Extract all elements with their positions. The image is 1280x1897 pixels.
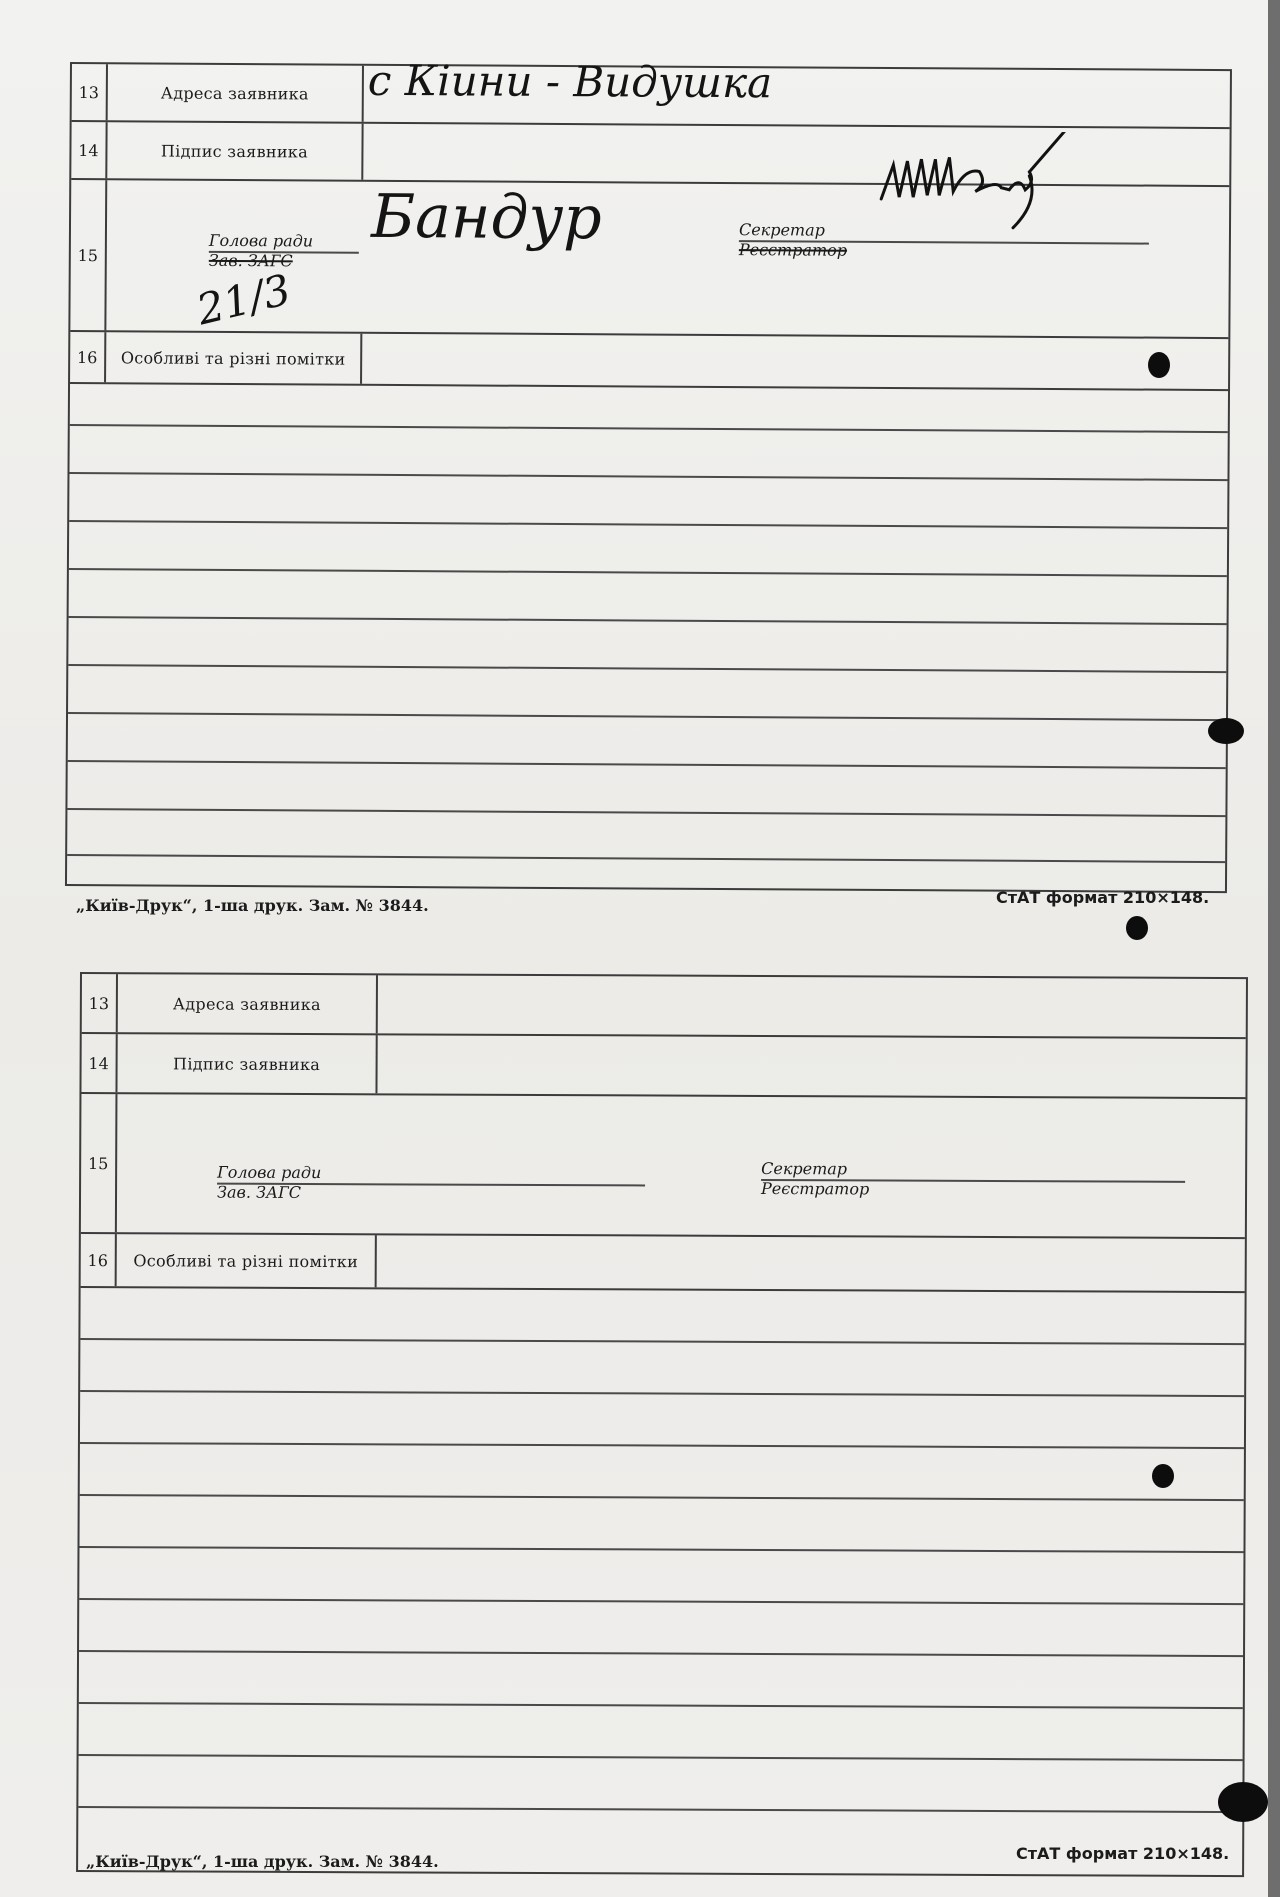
ruled-line	[78, 1806, 1242, 1813]
chairman-label: Голова ради	[217, 1162, 322, 1183]
ruled-line	[79, 1702, 1243, 1709]
punch-hole	[1148, 352, 1170, 378]
row-16-remarks	[70, 332, 1228, 391]
secretary-label: Секретар	[761, 1158, 848, 1179]
ruled-line	[69, 616, 1227, 625]
ruled-line	[79, 1598, 1243, 1605]
ruled-line	[68, 760, 1226, 769]
ruled-line	[68, 664, 1226, 673]
ruled-line	[69, 568, 1227, 577]
ruled-line	[80, 1390, 1244, 1397]
ruled-line	[80, 1338, 1244, 1345]
page-edge-shadow	[1268, 0, 1280, 1897]
ruled-line	[67, 854, 1225, 863]
bottom-printer-imprint: „Київ-Друк“, 1-ша друк. Зам. № 3844.	[86, 1852, 439, 1871]
punch-hole	[1152, 1464, 1174, 1488]
ruled-line	[80, 1494, 1244, 1501]
remarks-label: Особливі та різні помітки	[106, 332, 362, 384]
ruled-line	[69, 520, 1227, 529]
ruled-line	[79, 1546, 1243, 1553]
row-number: 13	[72, 64, 108, 120]
row-14-signature	[81, 1034, 1245, 1099]
punch-hole	[1208, 718, 1244, 744]
handwritten-number: 21/3	[192, 264, 296, 335]
ruled-line	[70, 424, 1228, 433]
row-13-address	[82, 974, 1246, 1039]
registry-head-label: Зав. ЗАГС	[216, 1182, 302, 1202]
punch-hole	[1218, 1782, 1268, 1822]
row-number: 14	[71, 122, 107, 178]
top-format-note: СтАТ формат 210×148.	[996, 888, 1210, 907]
punch-hole	[1126, 916, 1148, 940]
ruled-line	[68, 712, 1226, 721]
row-number: 15	[81, 1094, 118, 1232]
ruled-line	[80, 1442, 1244, 1449]
row-number: 15	[70, 180, 107, 330]
registrar-label: Реєстратор	[738, 240, 848, 260]
ruled-line	[79, 1754, 1243, 1761]
address-label: Адреса заявника	[108, 64, 364, 122]
bottom-format-note: СтАТ формат 210×148.	[1016, 1844, 1230, 1863]
row-number: 16	[70, 332, 106, 382]
handwritten-chairman-name: Бандур	[370, 181, 602, 254]
ruled-line	[69, 472, 1227, 481]
bottom-form	[76, 972, 1248, 1877]
row-number: 16	[81, 1234, 117, 1286]
signature-label: Підпис заявника	[107, 122, 363, 180]
ruled-line	[79, 1650, 1243, 1657]
address-label: Адреса заявника	[118, 974, 378, 1033]
row-16-remarks	[81, 1234, 1245, 1293]
top-printer-imprint: „Київ-Друк“, 1-ша друк. Зам. № 3844.	[76, 896, 429, 915]
secretary-label: Секретар	[738, 220, 825, 240]
ruled-line	[67, 808, 1225, 817]
secretary-signature-scribble	[879, 131, 1120, 242]
row-number: 14	[81, 1034, 117, 1092]
remarks-label: Особливі та різні помітки	[117, 1234, 377, 1287]
chairman-label: Голова ради	[208, 230, 314, 251]
top-form	[65, 55, 1232, 893]
row-number: 13	[82, 974, 118, 1032]
registrar-label: Реєстратор	[761, 1178, 870, 1199]
registry-head-label: Зав. ЗАГС	[208, 250, 293, 271]
handwritten-address: с Кіини - Видушка	[367, 55, 773, 108]
signature-label: Підпис заявника	[117, 1034, 377, 1093]
